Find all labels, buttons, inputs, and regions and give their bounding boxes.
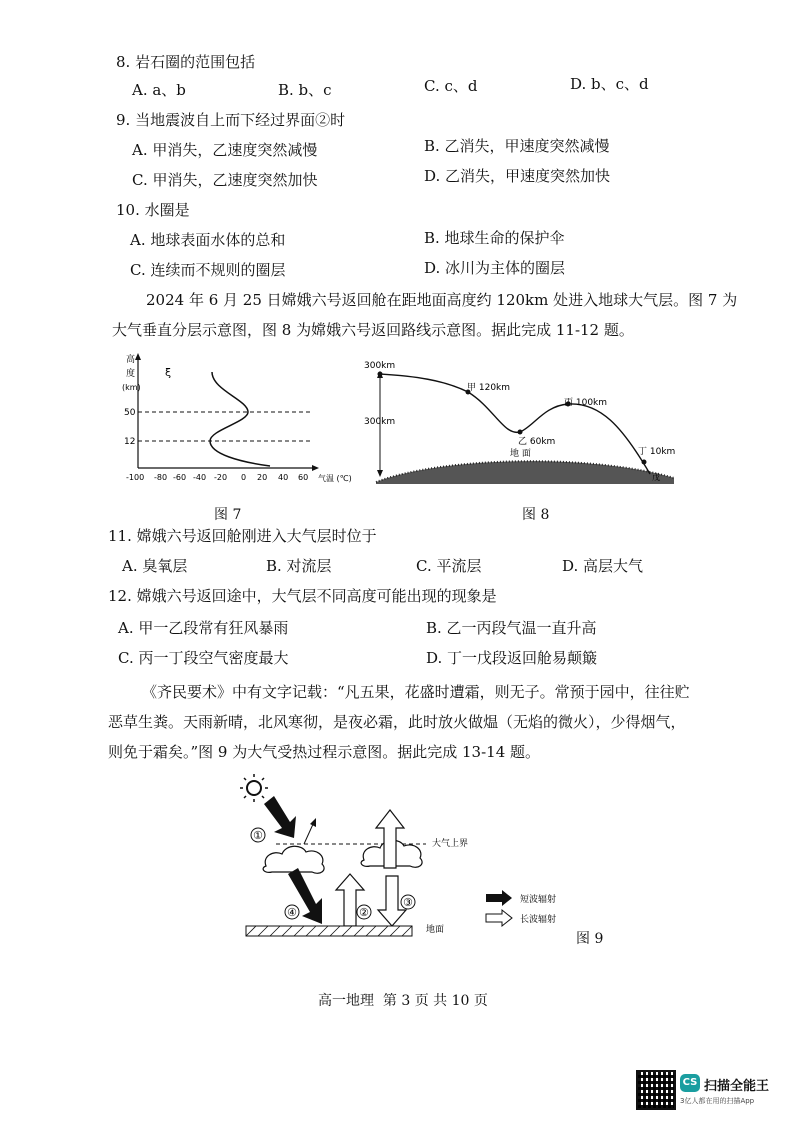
q11-option-d: D. 高层大气 xyxy=(562,557,644,575)
figure-9-diagram xyxy=(236,772,626,948)
fig8-ground xyxy=(376,461,674,484)
q12-option-a: A. 甲一乙段常有狂风暴雨 xyxy=(118,619,289,637)
legend-shortwave-icon xyxy=(486,890,512,906)
fig8-point-yi xyxy=(518,430,523,435)
sun-icon xyxy=(240,774,268,802)
marker-3: ③ xyxy=(403,896,413,909)
fig7-tick-12: 12 xyxy=(124,437,136,447)
q9-option-b: B. 乙消失，甲速度突然减慢 xyxy=(424,137,610,155)
fig8-label-wu: 戊 xyxy=(652,473,660,482)
shortwave-arrow-1 xyxy=(264,796,296,838)
marker-1: ① xyxy=(253,829,263,842)
fig7-xtick-6: 0 xyxy=(241,473,247,482)
fig8-label-bing: 丙 100km xyxy=(564,398,608,408)
q10-option-a: A. 地球表面水体的总和 xyxy=(130,231,286,249)
question-11-stem: 11. 嫦娥六号返回舱刚进入大气层时位于 xyxy=(108,527,377,545)
q9-option-d: D. 乙消失，甲速度突然加快 xyxy=(424,167,611,185)
figure-9-caption: 图 9 xyxy=(576,931,604,947)
q10-option-b: B. 地球生命的保护伞 xyxy=(424,229,565,247)
fig7-xtick-5: -20 xyxy=(214,473,228,482)
camscanner-logo: CS xyxy=(680,1074,700,1092)
passage-2-line-2: 恶草生粪。天雨新晴，北风寒彻，是夜必霜，此时放火做煴（无焰的微火），少得烟气， xyxy=(108,713,686,731)
q10-option-c: C. 连续而不规则的圈层 xyxy=(130,261,286,279)
fig7-xtick-2: -80 xyxy=(154,473,168,482)
fig8-trajectory xyxy=(380,374,650,474)
fig7-xtick-7: 20 xyxy=(257,473,268,482)
fig7-tick-50: 50 xyxy=(124,408,136,418)
fig8-label-ding: 丁 10km xyxy=(638,447,676,457)
figure-8 xyxy=(364,356,680,490)
fig7-xtick-3: -60 xyxy=(173,473,187,482)
figure-7 xyxy=(120,350,352,490)
q8-option-a: A. a、b xyxy=(132,81,186,99)
legend-shortwave-label: 短波辐射 xyxy=(520,895,557,905)
figure-7-caption: 图 7 xyxy=(214,507,242,523)
passage-2-line-1: 《齐民要术》中有文字记载：“凡五果，花盛时遭霜，则无子。常预于园中，往往贮 xyxy=(142,683,690,701)
q10-option-d: D. 冰川为主体的圈层 xyxy=(424,259,566,277)
fig7-xtick-9: 60 xyxy=(298,473,309,482)
q8-option-b: B. b、c xyxy=(278,81,332,99)
fig7-y-label-1: 高 xyxy=(126,355,136,365)
fig7-x-arrow xyxy=(312,465,319,471)
passage-1-line-2: 大气垂直分层示意图，图 8 为嫦娥六号返回路线示意图。据此完成 11-12 题。 xyxy=(112,321,634,339)
q12-option-c: C. 丙一丁段空气密度最大 xyxy=(118,649,289,667)
q8-option-c: C. c、d xyxy=(424,77,478,95)
fig8-point-ding xyxy=(642,460,647,465)
fig7-xtick-8: 40 xyxy=(278,473,289,482)
fig8-side-label: 300km xyxy=(364,417,396,427)
fig7-xtick-1: -100 xyxy=(126,473,145,482)
question-10-stem: 10. 水圈是 xyxy=(116,201,190,219)
camscanner-tagline: 3亿人都在用的扫描App xyxy=(680,1097,755,1105)
q11-option-b: B. 对流层 xyxy=(266,557,332,575)
q11-option-a: A. 臭氧层 xyxy=(122,557,188,575)
q11-option-c: C. 平流层 xyxy=(416,557,482,575)
fig8-ground-label: 地 面 xyxy=(510,449,531,459)
fig9-ground-label: 地面 xyxy=(426,925,445,935)
marker-4: ④ xyxy=(287,906,297,919)
q9-option-a: A. 甲消失，乙速度突然减慢 xyxy=(132,141,318,159)
q12-option-d: D. 丁一戊段返回舱易颠簸 xyxy=(426,649,598,667)
legend-longwave-label: 长波辐射 xyxy=(520,915,557,925)
q9-option-c: C. 甲消失，乙速度突然加快 xyxy=(132,171,318,189)
fig7-xtick-4: -40 xyxy=(193,473,207,482)
qr-code-icon xyxy=(636,1070,676,1110)
fig7-y-arrow xyxy=(135,353,141,360)
passage-2-line-3: 则免于霜矣。”图 9 为大气受热过程示意图。据此完成 13-14 题。 xyxy=(108,743,541,761)
question-8-stem: 8. 岩石圈的范围包括 xyxy=(116,53,256,71)
fig7-y-label-2: 度 xyxy=(126,369,136,379)
fig8-label-jia: 甲 120km xyxy=(467,383,511,393)
passage-1-line-1: 2024 年 6 月 25 日嫦娥六号返回舱在距地面高度约 120km 处进入地球大气层。图 7 为 xyxy=(146,291,738,309)
cloud-left xyxy=(263,846,324,873)
legend-longwave-icon xyxy=(486,910,512,926)
figure-7-chart xyxy=(120,350,352,490)
question-12-stem: 12. 嫦娥六号返回途中，大气层不同高度可能出现的现象是 xyxy=(108,587,497,605)
figure-8-caption: 图 8 xyxy=(522,507,550,523)
q12-option-b: B. 乙一丙段气温一直升高 xyxy=(426,619,597,637)
fig7-mark: ξ xyxy=(165,366,172,379)
fig8-top-label: 300km xyxy=(364,361,396,371)
fig7-temperature-curve xyxy=(210,372,270,466)
fig9-ground xyxy=(246,926,412,936)
marker-2: ② xyxy=(359,906,369,919)
fig7-y-label-3: (km) xyxy=(122,383,141,392)
camscanner-name: 扫描全能王 xyxy=(704,1079,770,1094)
q8-option-d: D. b、c、d xyxy=(570,75,649,93)
upper-boundary-label: 大气上界 xyxy=(432,839,469,849)
question-9-stem: 9. 当地震波自上而下经过界面②时 xyxy=(116,111,346,129)
fig7-x-label: 气温 (℃) xyxy=(318,474,352,483)
page-footer: 高一地理 第 3 页 共 10 页 xyxy=(318,993,488,1009)
figure-9 xyxy=(236,772,626,948)
figure-8-diagram xyxy=(364,356,680,490)
fig8-label-yi: 乙 60km xyxy=(518,437,556,447)
